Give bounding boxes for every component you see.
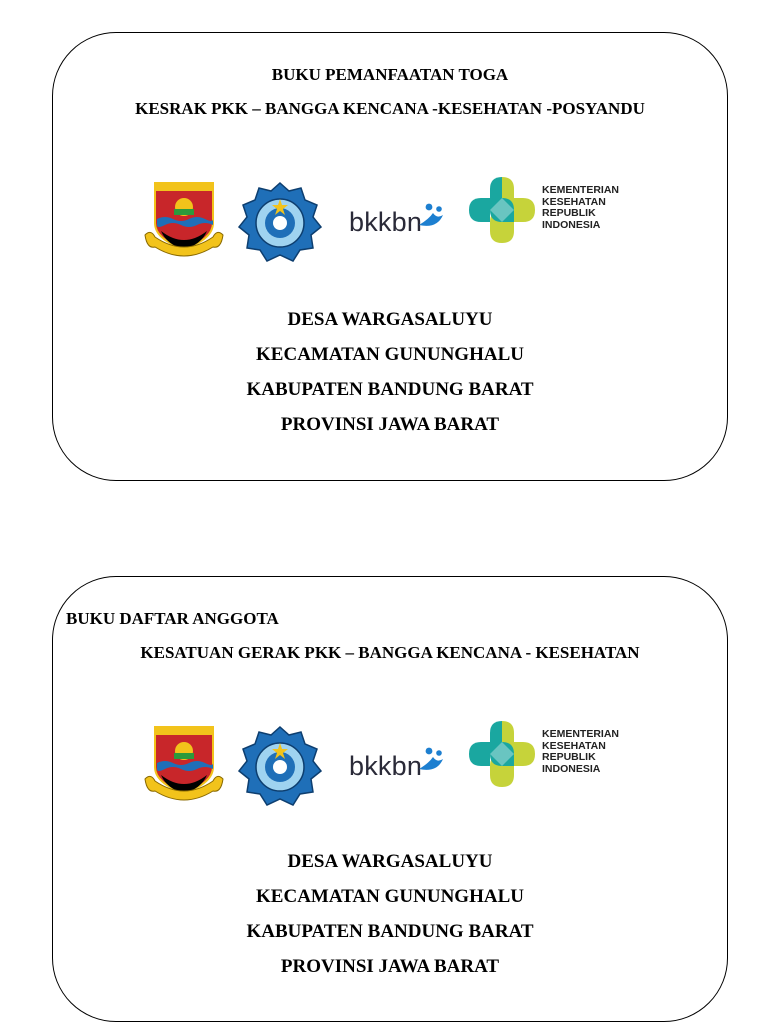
- kemenkes-wordmark: KEMENTERIAN KESEHATAN REPUBLIK INDONESIA: [542, 184, 620, 231]
- address-kabupaten: KABUPATEN BANDUNG BARAT: [246, 379, 534, 400]
- kbb-crest-logo: [141, 723, 227, 810]
- card-toga: [52, 32, 728, 481]
- bkkbn-logo: bkkbn: [349, 751, 423, 781]
- address-kecamatan: KECAMATAN GUNUNGHALU: [256, 344, 524, 365]
- address-kabupaten: KABUPATEN BANDUNG BARAT: [246, 921, 534, 942]
- address-desa: DESA WARGASALUYU: [287, 309, 493, 330]
- address-desa: DESA WARGASALUYU: [287, 851, 493, 872]
- address-provinsi: PROVINSI JAWA BARAT: [280, 956, 500, 977]
- pkk-emblem-logo: [237, 181, 323, 272]
- card-anggota: [52, 576, 728, 1022]
- kemenkes-logo: [465, 717, 539, 796]
- card-title: BUKU PEMANFAATAN TOGA: [271, 65, 509, 84]
- bkkbn-people-icon: [415, 199, 447, 236]
- bkkbn-people-icon: [415, 743, 447, 780]
- kemenkes-wordmark: KEMENTERIAN KESEHATAN REPUBLIK INDONESIA: [542, 728, 620, 775]
- card-subtitle: KESRAK PKK – BANGGA KENCANA -KESEHATAN -POSYANDU: [135, 99, 645, 118]
- address-provinsi: PROVINSI JAWA BARAT: [280, 414, 500, 435]
- card-subtitle: KESATUAN GERAK PKK – BANGGA KENCANA - KESEHATAN: [140, 643, 640, 662]
- card-title: BUKU DAFTAR ANGGOTA: [66, 609, 279, 628]
- kemenkes-logo: [465, 173, 539, 252]
- kbb-crest-logo: [141, 179, 227, 266]
- address-kecamatan: KECAMATAN GUNUNGHALU: [256, 886, 524, 907]
- bkkbn-logo: bkkbn: [349, 207, 423, 237]
- pkk-emblem-logo: [237, 725, 323, 816]
